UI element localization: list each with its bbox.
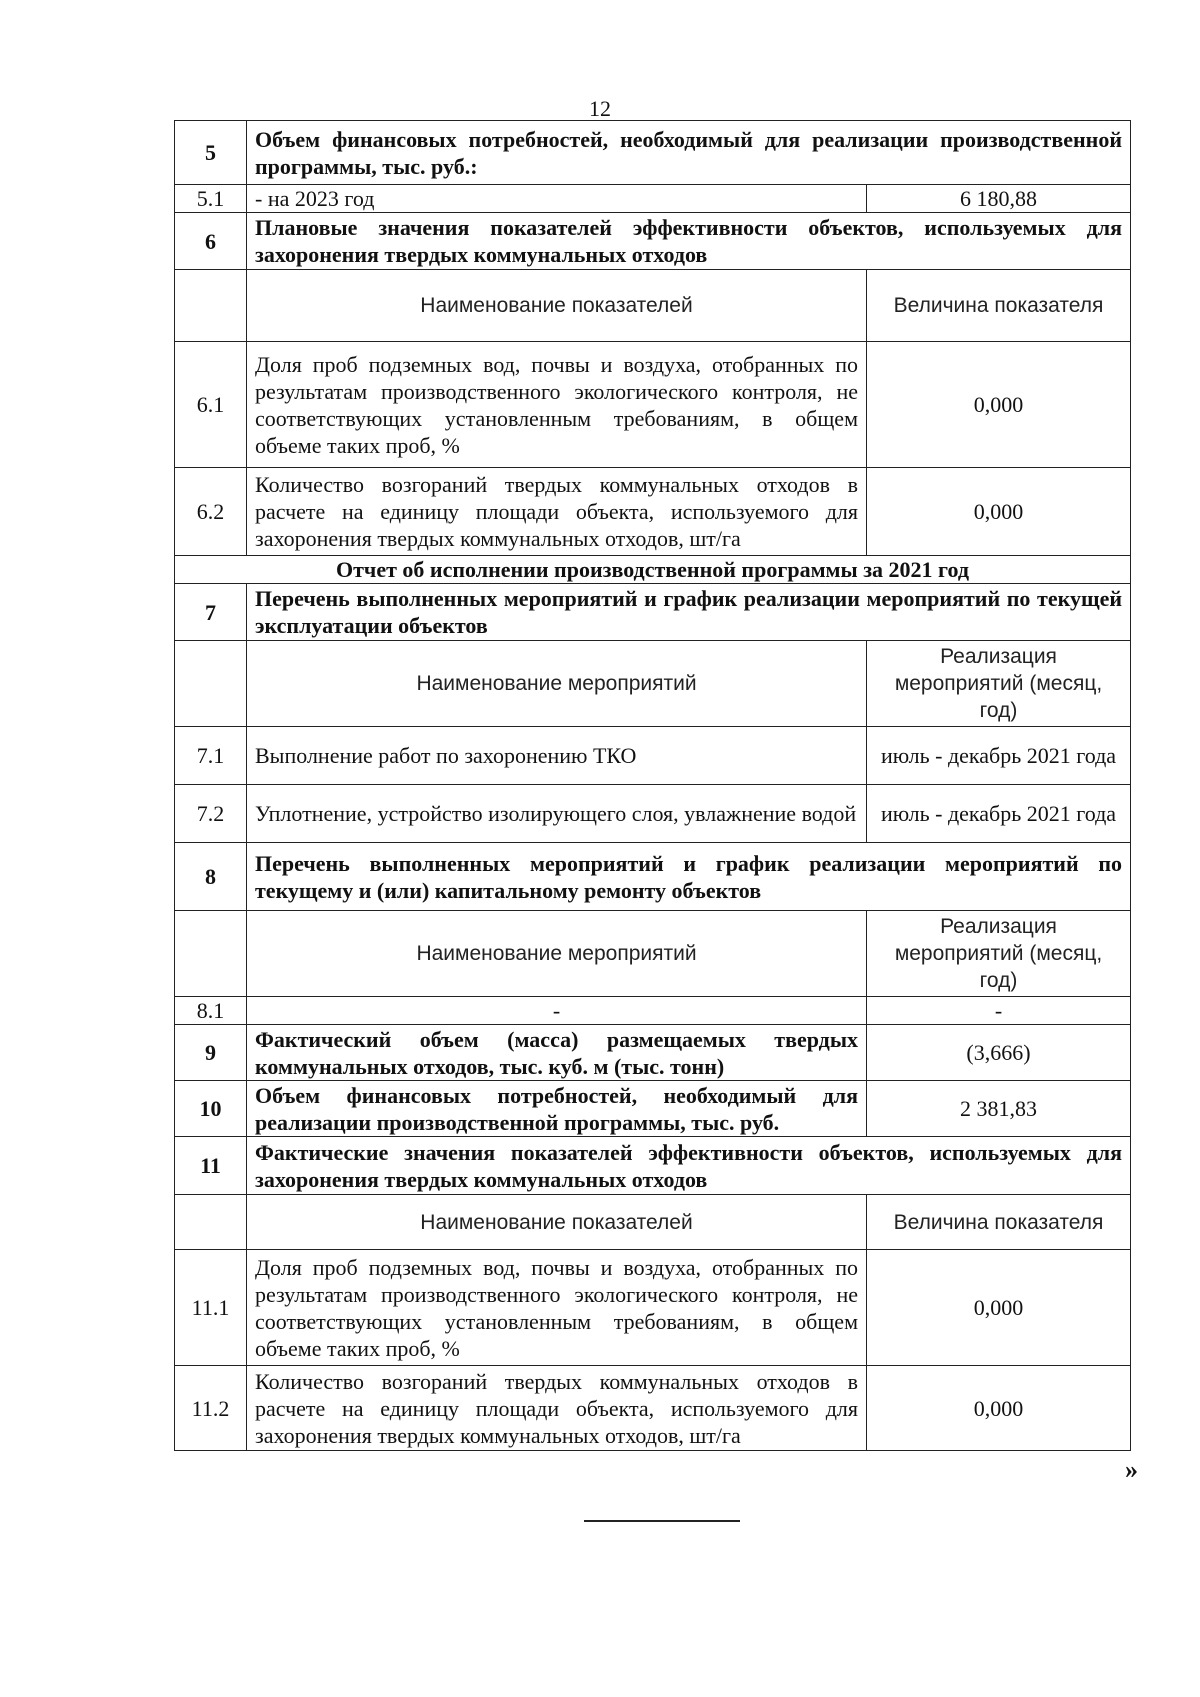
row-number: 10	[175, 1081, 247, 1137]
table-row	[175, 1366, 1131, 1451]
row-number: 6.1	[175, 342, 247, 468]
empty-cell	[175, 270, 247, 342]
row-text: - на 2023 год	[247, 185, 867, 213]
column-header-name: Наименование показателей	[247, 1195, 867, 1250]
column-header-name: Наименование мероприятий	[247, 911, 867, 997]
row-number: 5	[175, 121, 247, 185]
column-header-value: Реализация мероприятий (месяц, год)	[867, 641, 1131, 727]
section-heading: Перечень выполненных мероприятий и график реализации мероприятий по текущему и (или) капитальному ремонту объектов	[247, 843, 1131, 911]
row-number: 6.2	[175, 468, 247, 556]
table-row	[175, 997, 1131, 1025]
row-number: 9	[175, 1025, 247, 1081]
empty-cell	[175, 911, 247, 997]
row-value: 0,000	[867, 1250, 1131, 1366]
empty-cell	[175, 641, 247, 727]
row-number: 7.2	[175, 785, 247, 843]
row-number: 6	[175, 213, 247, 270]
program-table	[174, 120, 1131, 1451]
row-number: 7	[175, 584, 247, 641]
row-number: 11.2	[175, 1366, 247, 1451]
row-text: Выполнение работ по захоронению ТКО	[247, 727, 867, 785]
table-header-row	[175, 911, 1131, 997]
row-text: Доля проб подземных вод, почвы и воздуха, отобранных по результатам производственного экологического контроля, не соответствующих установленным требованиям, в общем объеме таких проб, %	[247, 342, 867, 468]
table-row	[175, 1081, 1131, 1137]
row-value: июль - декабрь 2021 года	[867, 785, 1131, 843]
row-text: Доля проб подземных вод, почвы и воздуха, отобранных по результатам производственного экологического контроля, не соответствующих установленным требованиям, в общем объеме таких проб, %	[247, 1250, 867, 1366]
row-number: 11	[175, 1137, 247, 1195]
table-row	[175, 584, 1131, 641]
row-value: июль - декабрь 2021 года	[867, 727, 1131, 785]
table-row	[175, 342, 1131, 468]
column-header-name: Наименование мероприятий	[247, 641, 867, 727]
empty-cell	[175, 1195, 247, 1250]
row-value: 0,000	[867, 468, 1131, 556]
column-header-value: Реализация мероприятий (месяц, год)	[867, 911, 1131, 997]
row-number: 11.1	[175, 1250, 247, 1366]
table-row	[175, 185, 1131, 213]
table-row	[175, 1137, 1131, 1195]
table-row	[175, 468, 1131, 556]
row-number: 8.1	[175, 997, 247, 1025]
section-heading: Объем финансовых потребностей, необходимый для реализации производственной программы, тыс. руб.:	[247, 121, 1131, 185]
row-number: 8	[175, 843, 247, 911]
row-value: 6 180,88	[867, 185, 1131, 213]
closing-quote: »	[1125, 1455, 1138, 1484]
row-value: 0,000	[867, 1366, 1131, 1451]
section-heading: Плановые значения показателей эффективности объектов, используемых для захоронения твердых коммунальных отходов	[247, 213, 1131, 270]
column-header-value: Величина показателя	[867, 270, 1131, 342]
page-number: 12	[589, 96, 611, 121]
row-text: Уплотнение, устройство изолирующего слоя, увлажнение водой	[247, 785, 867, 843]
row-value: -	[867, 997, 1131, 1025]
footer-divider	[584, 1520, 740, 1522]
table-header-row	[175, 641, 1131, 727]
column-header-value: Величина показателя	[867, 1195, 1131, 1250]
table-row	[175, 727, 1131, 785]
row-value: (3,666)	[867, 1025, 1131, 1081]
table-header-row	[175, 1195, 1131, 1250]
table-row	[175, 121, 1131, 185]
table-header-row	[175, 270, 1131, 342]
row-text: Фактический объем (масса) размещаемых твердых коммунальных отходов, тыс. куб. м (тыс. тонн)	[247, 1025, 867, 1081]
section-heading: Фактические значения показателей эффективности объектов, используемых для захоронения твердых коммунальных отходов	[247, 1137, 1131, 1195]
row-text: -	[247, 997, 867, 1025]
row-value: 2 381,83	[867, 1081, 1131, 1137]
table-row	[175, 1025, 1131, 1081]
table-row	[175, 843, 1131, 911]
table-row	[175, 785, 1131, 843]
table-row	[175, 556, 1131, 584]
report-title: Отчет об исполнении производственной программы за 2021 год	[175, 556, 1131, 584]
row-number: 7.1	[175, 727, 247, 785]
row-text: Количество возгораний твердых коммунальных отходов в расчете на единицу площади объекта, используемого для захоронения твердых коммунальных отходов, шт/га	[247, 1366, 867, 1451]
row-text: Объем финансовых потребностей, необходимый для реализации производственной программы, тыс. руб.	[247, 1081, 867, 1137]
row-text: Количество возгораний твердых коммунальных отходов в расчете на единицу площади объекта, используемого для захоронения твердых коммунальных отходов, шт/га	[247, 468, 867, 556]
row-value: 0,000	[867, 342, 1131, 468]
section-heading: Перечень выполненных мероприятий и график реализации мероприятий по текущей эксплуатации объектов	[247, 584, 1131, 641]
table-row	[175, 1250, 1131, 1366]
row-number: 5.1	[175, 185, 247, 213]
column-header-name: Наименование показателей	[247, 270, 867, 342]
table-row	[175, 213, 1131, 270]
